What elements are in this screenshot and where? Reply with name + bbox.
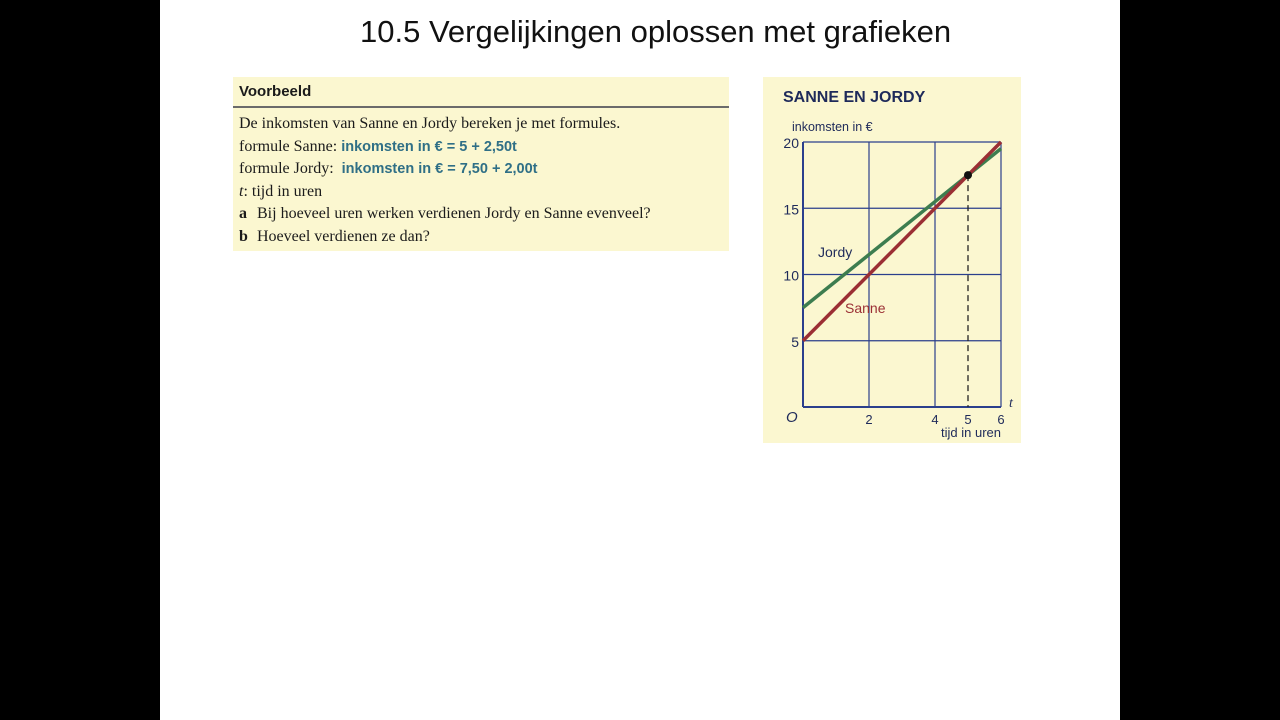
example-header: Voorbeeld bbox=[239, 83, 312, 100]
income-chart bbox=[763, 77, 1021, 443]
y-axis-label: inkomsten in € bbox=[792, 120, 873, 134]
question-a-text: Bij hoeveel uren werken verdienen Jordy en Sanne evenveel? bbox=[257, 205, 651, 222]
y-tick-label: 10 bbox=[783, 267, 799, 284]
y-tick-label: 20 bbox=[783, 135, 799, 151]
question-b-label: b bbox=[239, 227, 248, 245]
sanne-formula: inkomsten in € = 5 + 2,50t bbox=[341, 138, 517, 155]
series-line-sanne bbox=[803, 142, 1001, 341]
jordy-formula-line bbox=[239, 158, 729, 181]
example-box bbox=[233, 77, 729, 251]
x-tick-label: 6 bbox=[997, 412, 1005, 427]
jordy-formula: inkomsten in € = 7,50 + 2,00t bbox=[341, 161, 538, 177]
chart-title: SANNE EN JORDY bbox=[783, 89, 926, 106]
question-b bbox=[239, 226, 729, 249]
example-intro: De inkomsten van Sanne en Jordy bereken je met formules. bbox=[239, 115, 621, 132]
slide bbox=[160, 0, 1120, 720]
question-b-text: Hoeveel verdienen ze dan? bbox=[257, 227, 430, 245]
sanne-formula-line bbox=[239, 136, 729, 159]
x-tick-label: 4 bbox=[931, 412, 939, 427]
sanne-formula-prefix: formule Sanne: bbox=[239, 137, 342, 155]
series-label-jordy: Jordy bbox=[818, 244, 853, 260]
y-tick-label: 15 bbox=[783, 201, 799, 218]
series-label-sanne: Sanne bbox=[845, 300, 886, 316]
x-tick-label: 5 bbox=[964, 412, 972, 427]
question-a bbox=[239, 203, 729, 226]
x-axis-variable: t bbox=[1009, 396, 1013, 411]
example-body bbox=[239, 113, 729, 248]
slide-title: 10.5 Vergelijkingen oplossen met grafieken bbox=[360, 14, 952, 49]
t-definition-text: : tijd in uren bbox=[243, 182, 323, 200]
example-divider bbox=[233, 106, 729, 108]
jordy-formula-prefix: formule Jordy: bbox=[239, 160, 342, 177]
question-a-label: a bbox=[239, 205, 247, 222]
intersection-point bbox=[964, 171, 972, 179]
origin-label: O bbox=[786, 409, 798, 426]
y-tick-label: 5 bbox=[791, 333, 799, 350]
chart-box bbox=[763, 77, 1021, 443]
x-tick-label: 2 bbox=[865, 412, 873, 427]
x-axis-label: tijd in uren bbox=[941, 425, 1001, 440]
t-definition bbox=[239, 181, 729, 204]
t-variable: t bbox=[239, 182, 244, 200]
